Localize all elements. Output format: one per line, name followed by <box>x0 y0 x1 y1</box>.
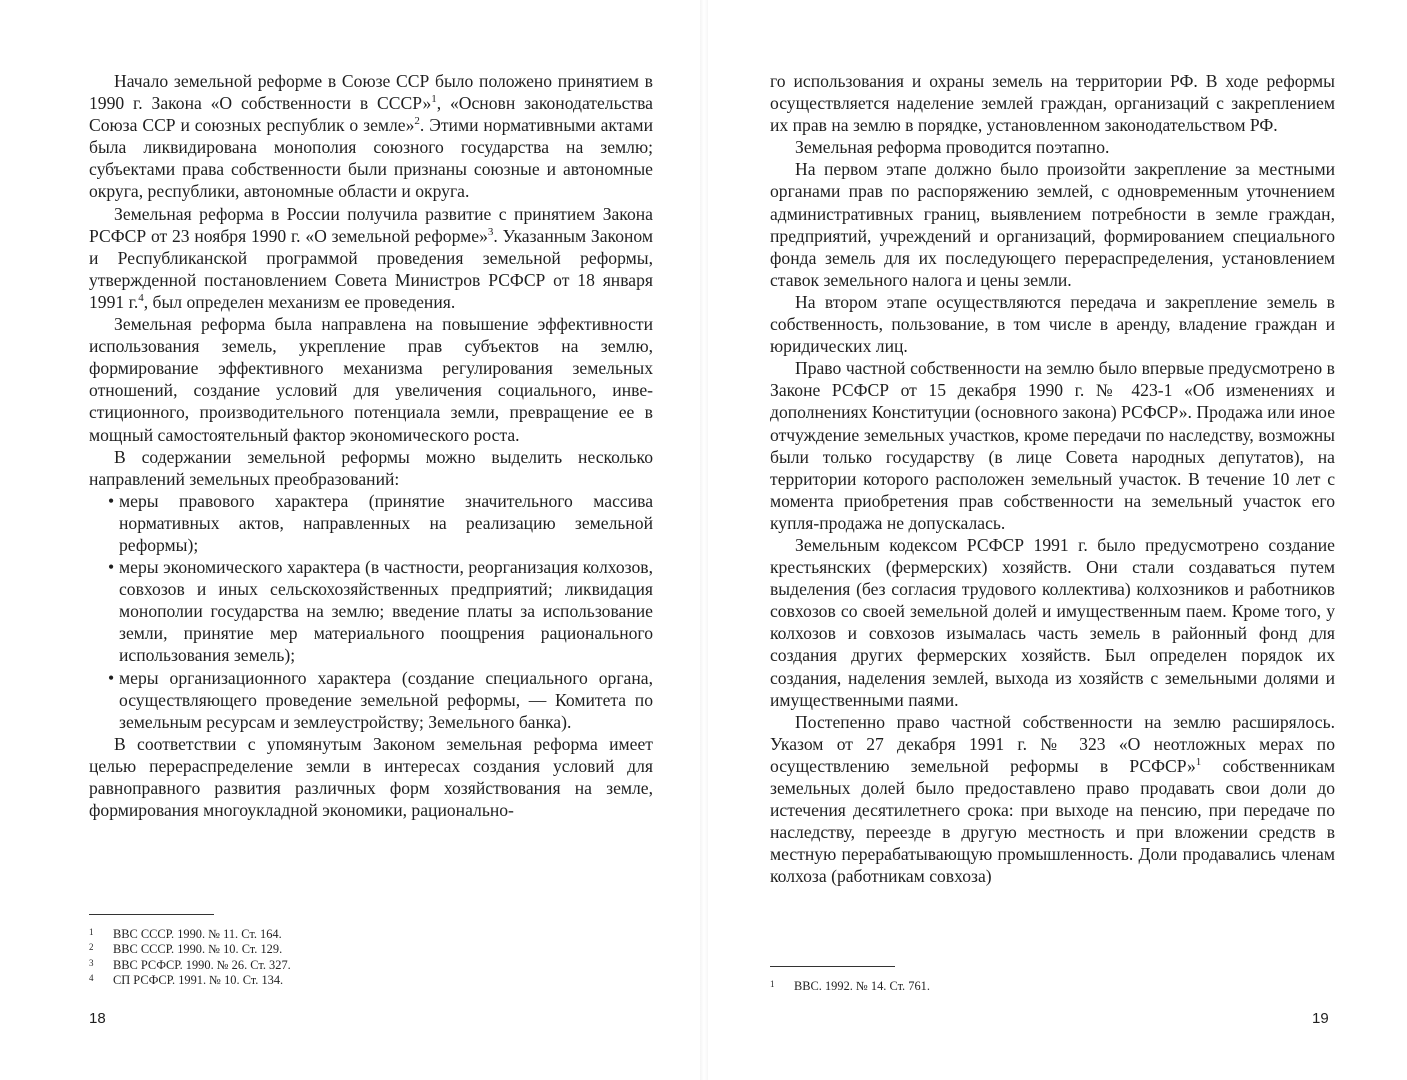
paragraph: Земельная реформа в России получила развитие с принятием Закона РСФСР от 23 ноября 1990 г. «О земельной реформе»$^3$. Указанным Законом и Республиканской программой проведения земельной реформы, утвержденной постановлением Совета Министров РСФСР от 18 января 1991 г.$^4$, был определен механизм ее проведения. <box>89 203 653 312</box>
footnote: 1 ВВС. 1992. № 14. Ст. 761. <box>770 979 930 993</box>
footnote: 2 ВВС СССР. 1990. № 10. Ст. 129. <box>89 942 283 957</box>
bullet-icon: • <box>108 490 115 511</box>
right-page <box>704 0 1407 1080</box>
list-item: • меры организационного характера (создание специального органа, осуществляющего проведение земельной реформы, — Комитета по земельным ресурсам и землеустройству; Земельного банка). <box>108 667 653 732</box>
footnote: 4 СП РСФСР. 1991. № 10. Ст. 134. <box>89 973 284 988</box>
page-number: 18 <box>89 1010 106 1027</box>
paragraph: В содержании земельной реформы можно выделить несколько направлений земельных преобразований: <box>89 446 653 489</box>
right-text-column <box>770 70 1335 887</box>
footnote-divider <box>770 966 895 967</box>
list-item: • меры экономического характера (в частности, реорганизация колхозов, совхозов и иных сельскохозяйственных предприятий; ликвидация монополии государства на землю; введение платы за использование земли, принятие мер материального поощрения рационального использования земель); <box>108 557 653 666</box>
paragraph: На первом этапе должно было произойти закрепление за местными органами прав по распоряжению землей, с одновременным уточнением административных границ, выявлением потребности в земле граждан, предприятий, учреждений и организаций, формированием специального фонда земель для их последующего перераспределения, установлением ставок земельного налога и цены земли. <box>770 159 1335 290</box>
bullet-icon: • <box>108 557 115 578</box>
paragraph: В соответствии с упомянутым Законом земельная реформа имеет целью перераспределение земли в интересах создания условий для равноправного развития различных форм хозяйствования на земле, формирования многоукладной экономики, рационально- <box>89 733 653 821</box>
footnotes <box>89 927 649 989</box>
footnotes <box>770 979 1330 994</box>
paragraph: Право частной собственности на землю было впервые предусмотрено в Законе РСФСР от 15 декабря 1990 г. № 423-1 «Об изменениях и дополнениях Конституции (основного закона) РСФСР». Продажа или иное отчуждение земельных участков, кроме передачи по наследству, возможны были только государству (в лице Совета народных депутатов), на территории которого расположен земельный участок. В течение 10 лет с момента приобретения прав собственности на земельный участок его купля-продажа не допускалась. <box>770 358 1335 533</box>
footnote: 1 ВВС СССР. 1990. № 11. Ст. 164. <box>89 927 282 941</box>
footnote-ref: 3 <box>487 225 494 238</box>
left-text-column <box>89 70 653 821</box>
footnote-divider <box>89 914 214 915</box>
paragraph: Земельная реформа была направлена на повышение эффективности использования земель, укрепление прав субъектов на землю, формирование эффективного механизма регулирования земельных отношений, создание условий для увеличения социального, инвестиционного, производительного потенциала земли, превращение ее в мощный самостоятельный фактор экономического роста. <box>89 314 653 445</box>
footnote: 3 ВВС РСФСР. 1990. № 26. Ст. 327. <box>89 957 291 972</box>
footnote-ref: 4 <box>138 291 144 304</box>
footnote-ref: 1 <box>1195 755 1202 768</box>
bullet-list <box>89 490 653 733</box>
paragraph: Земельным кодексом РСФСР 1991 г. было предусмотрено создание крестьянских (фермерских) хозяйств. Они стали создаваться путем выделения (без согласия трудового коллектива) колхозников и работников совхозов со своей земельной долей и имущественным паем. Кроме того, у колхозов и совхозов изымалась часть земель в районный фонд для создания других фермерских хозяйств. Был определен порядок их создания, наделения землей, выхода из хозяйств с земельными долями и имущественными паями. <box>770 534 1335 710</box>
list-item: • меры правового характера (принятие значительного массива нормативных актов, направленных на реализацию земельной реформы); <box>108 490 653 555</box>
paragraph: Земельная реформа проводится поэтапно. <box>795 137 1110 158</box>
footnote-ref: 2 <box>414 115 420 128</box>
paragraph-continuation: го использования и охраны земель на территории РФ. В ходе реформы осуществляется наделение землей граждан, организаций с закреплением их прав на землю в порядке, установленном законодательством РФ. <box>770 71 1335 136</box>
paragraph: Постепенно право частной собственности на землю расширялось. Указом от 27 декабря 1991 г. № 323 «О неотложных мерах по осуществлению земельной реформы в РСФСР»$^1$ собственникам земельных долей было предоставлено право продавать свои доли до истечения десятилетнего срока: при выходе на пенсию, при передаче по наследству, переезде в другую местность и при вложении средств в местную перерабатывающую промышленность. Доли продавались членам колхоза (работникам совхоза) <box>770 711 1336 887</box>
footnote-ref: 1 <box>431 93 437 106</box>
page-number: 19 <box>1312 1010 1329 1027</box>
paragraph: Начало земельной реформе в Союзе ССР было положено принятием в 1990 г. Закона «О собственности в СССР»$^1$, «Основн законодательства Союза ССР и союзных республик о земле»$^2$. Этими нормативными актами была ликвидирована монополия союзного государства на землю; субъектами права собственности были признаны союзные и автономные округа, республики, автономные области и округа. <box>89 71 653 202</box>
bullet-icon: • <box>108 667 115 688</box>
paragraph: На втором этапе осуществляются передача и закрепление земель в собственность, пользование, в том числе в аренду, владение граждан и юридических лиц. <box>770 291 1335 357</box>
